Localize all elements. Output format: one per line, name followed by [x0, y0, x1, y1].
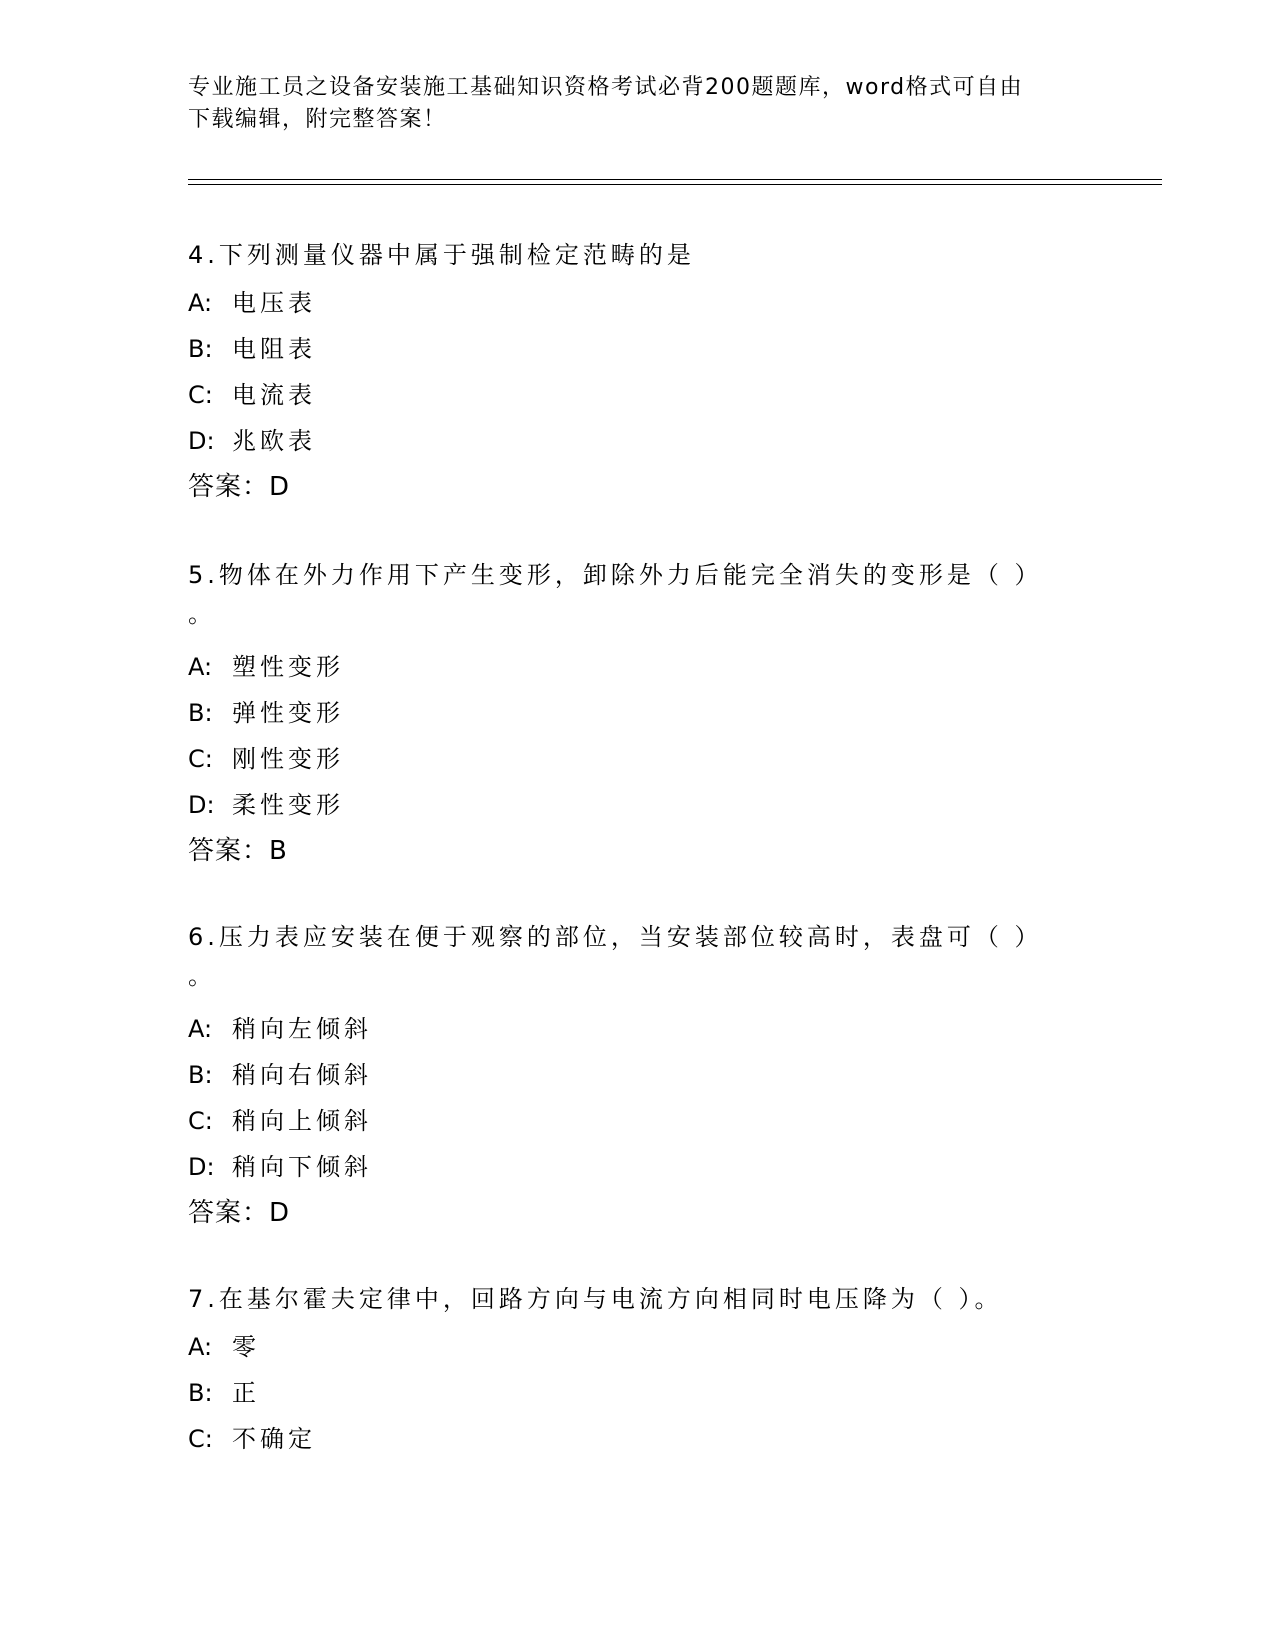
answer: 答案：D: [188, 472, 291, 502]
question-stem: 7.在基尔霍夫定律中，回路方向与电流方向相同时电压降为（ ）。: [188, 1285, 1003, 1313]
question-7: [188, 1274, 1108, 1462]
option-b: [188, 1052, 1108, 1098]
document-header: [188, 72, 1088, 136]
option-c: [188, 1098, 1108, 1144]
question-6: [188, 912, 1108, 1236]
option-text: 电压表: [232, 289, 316, 317]
answer: 答案：D: [188, 1198, 291, 1228]
option-b: [188, 326, 1108, 372]
option-text: 弹性变形: [232, 699, 344, 727]
option-label: A:: [188, 1333, 213, 1361]
option-label: B:: [188, 1061, 213, 1089]
option-label: D:: [188, 427, 215, 455]
option-text: 电流表: [232, 381, 316, 409]
option-d: [188, 782, 1108, 828]
question-stem: 6.压力表应安装在便于观察的部位，当安装部位较高时，表盘可（ ）: [188, 923, 1043, 951]
option-text: 刚性变形: [232, 745, 344, 773]
question-stem: 4.下列测量仪器中属于强制检定范畴的是: [188, 241, 695, 269]
option-label: C:: [188, 1425, 213, 1453]
option-label: A:: [188, 289, 213, 317]
option-text: 稍向右倾斜: [232, 1061, 372, 1089]
option-label: D:: [188, 1153, 215, 1181]
option-c: [188, 736, 1108, 782]
header-rule-top: [188, 179, 1162, 180]
option-label: A:: [188, 1015, 213, 1043]
option-label: B:: [188, 1379, 213, 1407]
option-c: [188, 372, 1108, 418]
header-line-2: 下载编辑，附完整答案！: [188, 107, 447, 132]
option-text: 零: [232, 1333, 260, 1361]
option-label: C:: [188, 381, 213, 409]
option-text: 稍向上倾斜: [232, 1107, 372, 1135]
option-label: B:: [188, 699, 213, 727]
question-stem-continuation: 。: [188, 600, 212, 628]
option-label: B:: [188, 335, 213, 363]
option-label: D:: [188, 791, 215, 819]
option-text: 稍向下倾斜: [232, 1153, 372, 1181]
option-text: 电阻表: [232, 335, 316, 363]
option-text: 塑性变形: [232, 653, 344, 681]
answer: 答案：B: [188, 836, 288, 866]
option-text: 不确定: [232, 1425, 316, 1453]
option-a: [188, 1006, 1108, 1052]
option-label: C:: [188, 745, 213, 773]
option-text: 正: [232, 1379, 260, 1407]
question-stem: 5.物体在外力作用下产生变形，卸除外力后能完全消失的变形是（ ）: [188, 561, 1043, 589]
option-label: C:: [188, 1107, 213, 1135]
option-text: 兆欧表: [232, 427, 316, 455]
option-b: [188, 690, 1108, 736]
option-a: [188, 644, 1108, 690]
option-a: [188, 1324, 1108, 1370]
header-line-1: 专业施工员之设备安装施工基础知识资格考试必背200题题库，word格式可自由: [188, 75, 1024, 100]
option-b: [188, 1370, 1108, 1416]
question-4: [188, 230, 1108, 510]
option-d: [188, 418, 1108, 464]
option-d: [188, 1144, 1108, 1190]
question-stem-continuation: 。: [188, 962, 212, 990]
option-label: A:: [188, 653, 213, 681]
question-5: [188, 550, 1108, 874]
option-c: [188, 1416, 1108, 1462]
option-text: 稍向左倾斜: [232, 1015, 372, 1043]
header-rule-bottom: [188, 184, 1162, 185]
option-a: [188, 280, 1108, 326]
option-text: 柔性变形: [232, 791, 344, 819]
